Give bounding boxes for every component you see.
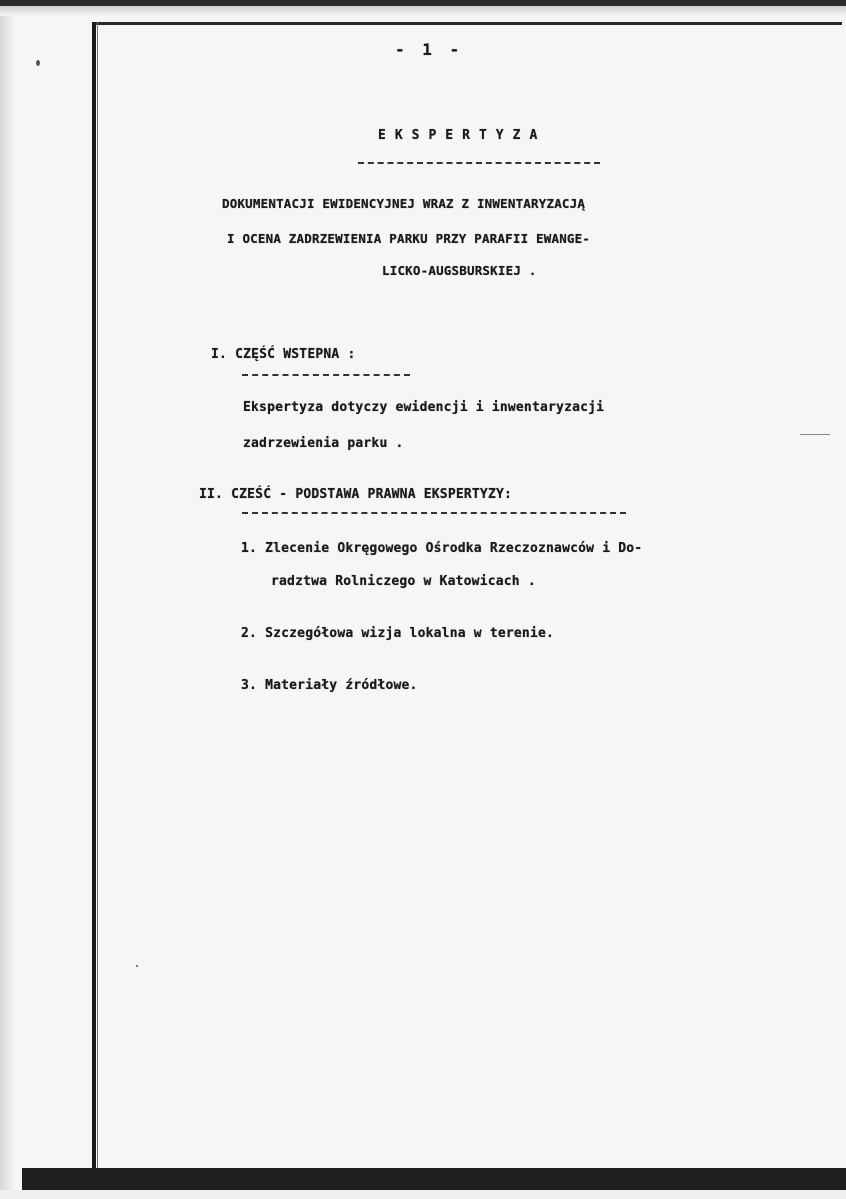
list-item-3: 3. Materiały źródłowe. <box>241 678 418 693</box>
list-item-1-line-2: radztwa Rolniczego w Katowicach . <box>271 574 536 589</box>
section-body-line: zadrzewienia parku . <box>243 436 404 451</box>
section-heading-underline <box>242 374 410 376</box>
scan-speck <box>36 60 40 66</box>
list-item-2: 2. Szczegółowa wizja lokalna w terenie. <box>241 626 555 641</box>
scan-left-margin <box>0 0 14 1199</box>
scan-bottom-strip <box>0 1190 846 1199</box>
section-heading-legal-basis: II. CZEŚĆ - PODSTAWA PRAWNA EKSPERTYZY: <box>199 487 513 502</box>
document-title: EKSPERTYZA <box>378 128 547 143</box>
scan-bottom-edge <box>22 1168 846 1190</box>
subtitle-line-1: DOKUMENTACJI EWIDENCYJNEJ WRAZ Z INWENTARYZACJĄ <box>222 196 586 211</box>
section-heading-underline <box>242 512 626 514</box>
binding-margin-line-thin <box>97 22 98 1170</box>
section-body-line: Ekspertyza dotyczy ewidencji i inwentaryzacji <box>243 400 605 415</box>
binding-margin-line <box>92 22 96 1170</box>
page-top-rule <box>92 22 842 25</box>
scan-speck <box>136 965 138 967</box>
page-number: - 1 - <box>395 40 464 59</box>
scan-top-shadow <box>0 6 846 16</box>
list-item-1-line-1: 1. Zlecenie Okręgowego Ośrodka Rzeczoznawców i Do- <box>241 541 643 556</box>
scan-speck <box>800 434 830 435</box>
section-heading-introduction: I. CZĘŚĆ WSTEPNA : <box>211 347 356 362</box>
title-underline <box>358 162 600 164</box>
subtitle-line-3: LICKO-AUGSBURSKIEJ . <box>382 263 537 278</box>
subtitle-line-2: I OCENA ZADRZEWIENIA PARKU PRZY PARAFII EWANGE- <box>227 231 591 246</box>
